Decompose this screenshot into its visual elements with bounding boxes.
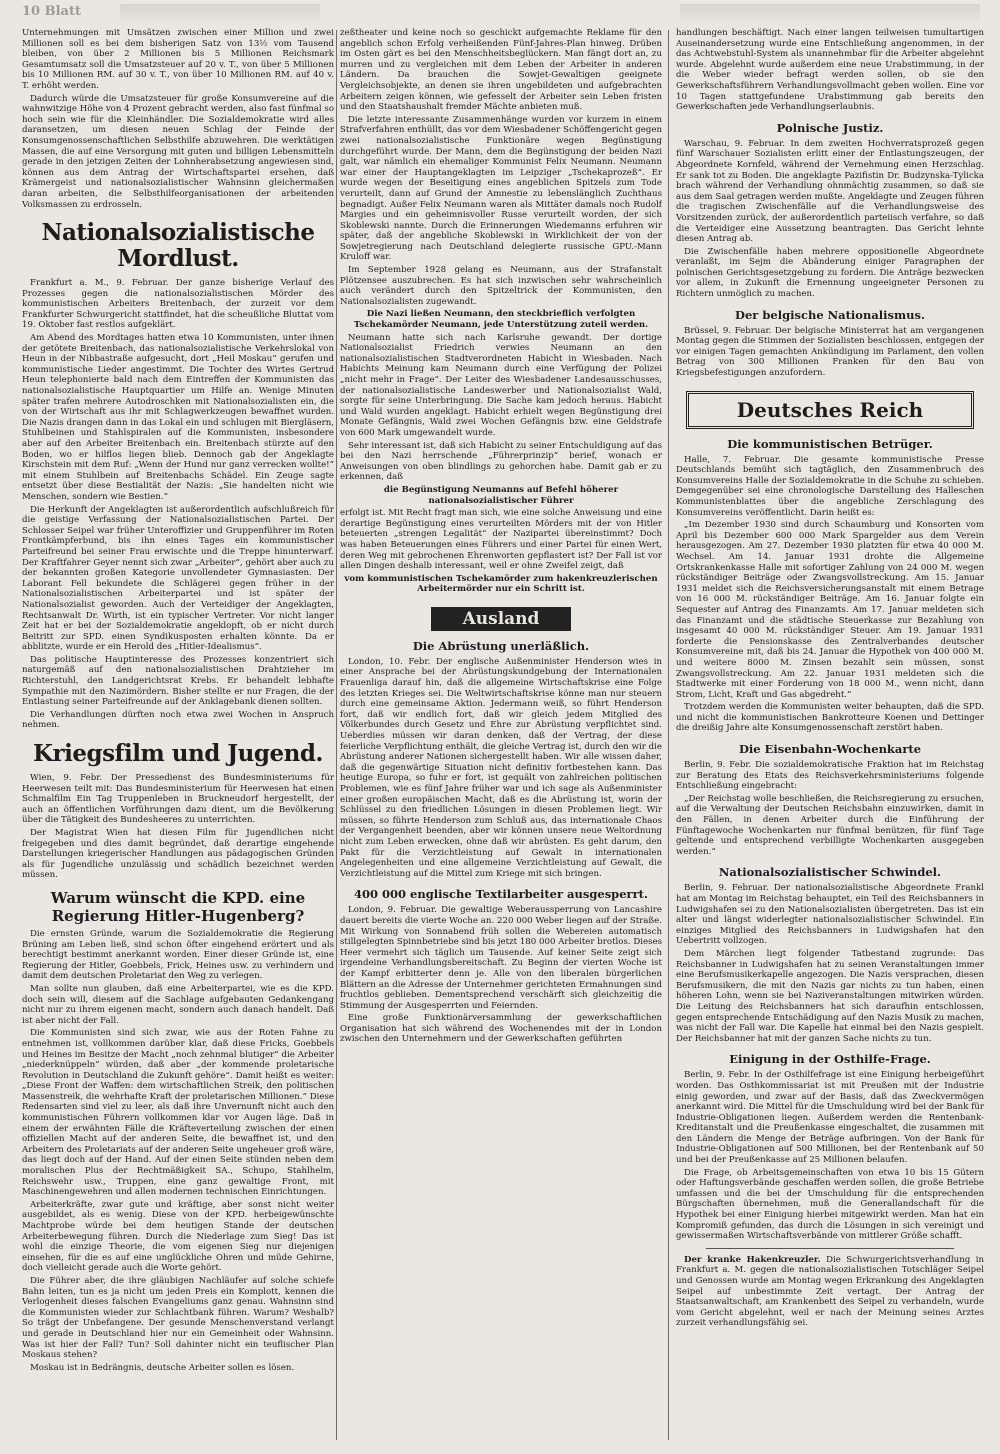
article-paragraph: Berlin, 9. Febr. Die sozialdemokratische Fraktion hat im Reichstag zur Beratung des Etats des Reichsverkehrsministeriums folgende Entschließung eingebracht:	[676, 760, 984, 792]
article-paragraph: Dadurch würde die Umsatzsteuer für große Konsumvereine auf die wahnwitzige Höhe von 4 Prozent gebracht werden, also fast fünfmal so hoch sein wie für die Kleinhändler. Die Sozialdemokratie wird alles daransetzen, um diesen neuen Schlag der Feinde der Konsumgenossenschaftlichen Selbsthilfe abzuwehren. Die werktätigen Massen, die auf eine Versorgung mit guten und billigen Lebensmitteln gerade in den jetzigen Zeiten der Lohnherabsetzung angewiesen sind, können aus dem Antrag der Wirtschaftspartei ersehen, daß Krämergeist und nationalsozialistischer Wahnsinn gleichermaßen daran arbeiten, die Selbsthilfeorganisationen der arbeitenden Volksmassen zu erdrosseln.	[22, 93, 334, 210]
headline-kpd: Warum wünscht die KPD. eine Regierung Hitler-Hugenberg?	[50, 888, 306, 925]
headline-schwindel: Nationalsozialistischer Schwindel.	[718, 865, 942, 880]
article-paragraph: Wien, 9. Febr. Der Pressedienst des Bundesministeriums für Heerwesen teilt mit: Das Bundesministerium für Heerwesen hat einen Schmalfilm Ein Tag Truppenleben in Bruckneudorf hergestellt, der auch an öffentlichen Vorführungen dazu dient, um die Bevölkerung über die Tätigkeit des Bundesheeres zu unterrichten.	[22, 773, 334, 826]
article-text: Die Schwurgerichtsverhandlung in Frankfurt a. M. gegen die nationalsozialistischen Totschläger Seipel und Genossen wurde am Montag wegen Erkrankung des Angeklagten Seipel auf unbestimmte Zeit vertagt. Der Antrag der Staatsanwaltschaft, am Krankenbett des Seipel zu verhandeln, wurde vom Gericht abgelehnt, weil er nach der Meinung seines Arztes zurzeit verhandlungsfähig sei.	[676, 1254, 984, 1329]
headline-textil: 400 000 englische Textilarbeiter ausgesperrt.	[354, 887, 648, 902]
article-paragraph: handlungen beschäftigt. Nach einer langen teilweisen tumultartigen Auseinandersetzung wurde eine Entschließung angenommen, in der das Achtwebstuhl-System als unannehmbar für die Arbeiter abgelehnt wurde. Abgelehnt wurde außerdem eine neue Urabstimmung, in der die Weber wieder befragt werden sollen, ob sie den Gewerkschaftsführern Verhandlungsvollmacht geben wollen. Eine vor 10 Tagen stattgefundene Urabstimmung gab bereits den Gewerkschaften jede Verhandlungserlaubnis.	[676, 28, 984, 113]
headline-mordlust: Nationalsozialistische Mordlust.	[41, 219, 315, 273]
headline-justiz: Polnische Justiz.	[776, 120, 884, 135]
article-paragraph: Am Abend des Mordtages hatten etwa 10 Kommunisten, unter ihnen der getötete Breitenbach, das nationalsozialistische Verkehrslokal von Heun in der Nibbastraße aufgesucht, dort „Heil Moskau“ gerufen und kommunistische Lieder angestimmt. Die Tochter des Wirtes Gertrud Heun telephonierte bald nach dem Eintreffen der Kommunisten das nationalsozialistische Hauptquartier um Hilfe an. Wenige Minuten später trafen mehrere Autodroschken mit Nationalsozialisten ein, die von der Wirtschaft aus ihr mit Schlagwerkzeugen bewaffnet wurden. Die Nazis drangen dann in das Lokal ein und schlugen mit Biergläsern, Stuhlbeinen und Stahlspiralen auf die Kommunisten, insbesondere aber auf den Arbeiter Breitenbach ein. Breitenbach stürzte auf den Boden, wo er hilflos liegen blieb. Dennoch gab der Angeklagte Kirschstein mit dem Ruf: „Wenn der Hund nur ganz verrecken wollte!“ mit einem Stuhlbein auf Breitenbachs Schädel. Ein Zeuge sagte entsetzt über diese Bestialität der Nazis: „Sie handelten nicht wie Menschen, sondern wie Bestien.“	[22, 333, 334, 502]
article-paragraph: London, 9. Februar. Die gewaltige Weberaussperrung von Lancashire dauert bereits die vierte Woche an. 220 000 Weber liegen auf der Straße. Mit Wirkung von Sonnabend früh sollen die Webereien automatisch stillgelegten Spinnbetriebe sind bis jetzt 180 000 Arbeiter brotlos. Dieses Heer vermehrt sich täglich um Tausende. Auf keiner Seite zeigt sich irgendeine Verhandlungsbereitschaft. Zu Beginn der vierten Woche ist der Kampf erbitterter denn je. Alle von den liberalen bürgerlichen Blättern an die Adresse der Unternehmer gerichteten Ermahnungen sind fruchtlos geblieben. Dementsprechend verschärft sich gleichzeitig die Stimmung der Ausgesperrten und Feiernden.	[340, 905, 662, 1011]
headline-osthilfe: Einigung in der Osthilfe-Frage.	[729, 1052, 931, 1067]
article-paragraph: Neumann hatte sich nach Karlsruhe gewandt. Der dortige Nationalsozialist Friedrich verwies Neumann an den nationalsozialistischen Stadtverordneten Habicht in Wiesbaden. Nach Habichts Meinung kam Neumann durch eine Verfügung der Polizei „nicht mehr in Frage“. Der Leiter des Wiesbadener Landesausschusses, der nationalsozialistische Landeswerber und Nationalsozialist Wald, sorgte für seine Unterbringung. Die Sache kam jedoch heraus. Habicht und Wald wurden angeklagt. Habicht erhielt wegen Begünstigung drei Monate Gefängnis, Wald zwei Wochen Gefängnis bzw. eine Geldstrafe von 600 Mark umgewandelt wurde.	[340, 332, 662, 438]
faded-header-strip	[120, 4, 320, 26]
article-paragraph: Berlin, 9. Februar. Der nationalsozialistische Abgeordnete Frankl hat am Montag im Reichstag behauptet, ein Teil des Reichsbanners in Ludwigshafen sei zu den Nationalsozialisten übergetreten. Das ist ein alter und längst widerlegter nationalsozialistischer Schwindel. Ein einziges Mitglied des Reichsbanners in Ludwigshafen hat den Uebertritt vollzogen.	[676, 883, 984, 947]
article-paragraph: Berlin, 9. Febr. In der Osthilfefrage ist eine Einigung herbeigeführt worden. Das Osthkommissariat ist mit Preußen mit der Industrie einig geworden, und zwar auf der Basis, daß das Zweckvermögen anerkannt wird. Die Mittel für die Umschuldung wird bei der Bank für Industrie-Obligationen liegen. Außerdem werden die Rentenbank-Kreditanstalt und die Preußenkasse eingeschaltet, die zusammen mit den Ländern die Menge der Beträge aufbringen. Von der Bank für Industrie-Obligationen auf 500 Millionen, bei der Rentenbank auf 50 und bei der Preußenkasse auf 25 Millionen belaufen.	[676, 1070, 984, 1166]
article-paragraph: Die Kommunisten sind sich zwar, wie aus der Roten Fahne zu entnehmen ist, vollkommen darüber klar, daß diese Fricks, Goebbels und Heines im Besitze der Macht „noch zehnmal blutiger“ die Arbeiter „niederknüppeln“ würden, daß aber „der kommende proletarische Revolution in Deutschland die Zukunft gehöre“. Damit heißt es weiter: „Diese Front der Waffen: dem wirtschaftlichen Streik, den politischen Massenstreik, die wehrhafte Kraft der proletarischen Millionen.“ Diese Redensarten sind viel zu leer, als daß ihre Unvernunft nicht auch den kommunistischen Führern vollkommen klar vor Augen läge. Daß in einem der erwähnten Fälle die Kräfteverteilung zwischen der einen offiziellen Macht auf der anderen Seite, die bewaffnet ist, und den Arbeitern des Proletariats auf der anderen Seite ungeheuer groß wäre, das liegt doch auf der Hand. Auf der einen Seite stünden neben dem moralischen Plus der Rechtmäßigkeit SA., Schupo, Stahlhelm, Reichswehr usw., Truppen, eine ganz gewaltige Front, mit Maschinengewehren und allen modernen technischen Einrichtungen.	[22, 1028, 334, 1198]
article-paragraph: „Der Reichstag wolle beschließen, die Reichsregierung zu ersuchen, auf die Verwaltung der Deutschen Reichsbahn einzuwirken, damit in den Fällen, in denen Arbeiter durch die Einführung der Fünftagewoche Wochenkarten nur fünfmal benützen, für fünf Tage geltende und entsprechend verbilligte Wochenkarten ausgegeben werden.“	[676, 793, 984, 857]
inline-headline-krank: Der kranke Hakenkreuzler.	[684, 1254, 821, 1265]
column-rule	[668, 30, 669, 1440]
headline-betrueger: Die kommunistischen Betrüger.	[727, 436, 933, 451]
article-paragraph: Die Frage, ob Arbeitsgemeinschaften von etwa 10 bis 15 Gütern oder Haftungsverbände geschaffen werden sollen, die große Betriebe umfassen und die bei der Umschuldung für die entsprechenden Bürgschaften übernehmen, muß die Generallandschaft für die Hypothek bei einer Einigung hierbei mitgewirkt werden. Man hat ein Kompromiß gefunden, das durch die Lösungen in sich vereinigt und gewissermaßen Wirtschaftsverbände von mittlerer Größe schafft.	[676, 1167, 984, 1242]
article-paragraph: zeßtheater und keine noch so geschickt aufgemachte Reklame für den angeblich schon Erfolg verheißenden Fünf-Jahres-Plan hinweg. Drüben im Osten gärt es bei den Menschheitsbeglückern. Man fängt dort an, zu murren und zu vergleichen mit dem Leben der Arbeiter in anderen Ländern. Da brauchen die Sowjet-Gewaltigen geeignete Vergleichsobjekte, an denen sie ihren ungebildeten und aufgebrachten Arbeitern zeigen können, wie gefesselt der Arbeiter sein Leben fristen und den Staatshaushalt fremder Mächte anbieten muß.	[340, 28, 662, 113]
article-paragraph: Trotzdem werden die Kommunisten weiter behaupten, daß die SPD. und nicht die kommunistischen Bankrotteure Koenen und Dettinger die dreißig Jahre alte Konsumgenossenschaft zerstört haben.	[676, 702, 984, 734]
article-paragraph: Unternehmungen mit Umsätzen zwischen einer Million und zwei Millionen soll es bei dem bisherigen Satz von 13½ vom Tausend bleiben, von über 2 Millionen bis 5 Millionen Reichsmark Gesamtumsatz soll die Umsatzsteuer auf 20 v. T., von über 5 Millionen bis 10 Millionen RM. auf 30 v. T., von über 10 Millionen RM. auf 40 v. T. erhöht werden.	[22, 28, 334, 91]
headline-eisenbahn: Die Eisenbahn-Wochenkarte	[738, 742, 922, 757]
article-paragraph: Man sollte nun glauben, daß eine Arbeiterpartei, wie es die KPD. doch sein will, diesem auf die Sachlage aufgebauten Gedankengang nicht nur zu ihrem eigenen macht, sondern auch danach handelt. Daß ist aber nicht der Fall.	[22, 983, 334, 1026]
article-paragraph: Dem Märchen liegt folgender Tatbestand zugrunde: Das Reichsbanner in Ludwigshafen hat zu seinen Veranstaltungen immer eine Berufsmusikerkapelle angezogen. Die Nazis versprachen, diesen Berufsmusikern, die mit den Nazis gar nichts zu tun haben, einen höheren Lohn, wenn sie bei Naziveranstaltungen mitwirken würden. Die Leitung des Reichsbanners hat sich daraufhin entschlossen, gegen entsprechende Entschädigung auf den Nazis Musik zu machen, was nicht der Fall war. Die Kapelle hat einmal bei den Nazis gespielt. Der Reichsbanner hat mit der ganzen Sache nichts zu tun.	[676, 948, 984, 1044]
article-paragraph: Die Führer aber, die ihre gläubigen Nachläufer auf solche schiefe Bahn leiten, tun es ja nicht um jeden Preis ein Komplott, kennen die Verlogenheit dieses falschen Evangeliums ganz genau. Wahnsinn sind die Kommunisten wieder zur Schlachtbank führen. Warum? Weshalb? So trägt der Unbefangene. Der gesunde Menschenverstand verlangt und gerade in Deutschland hier nur ein Gemeinheit oder Wahnsinn. Was ist hier der Fall? Tun? Soll dahinter nicht ein teuflischer Plan Moskaus stehen?	[22, 1275, 334, 1361]
headline-kriegsfilm: Kriegsfilm und Jugend.	[33, 740, 323, 768]
section-box-ausland: Ausland	[431, 607, 571, 631]
column-1	[22, 28, 334, 1443]
article-paragraph: Halle, 7. Februar. Die gesamte kommunistische Presse Deutschlands bemüht sich tagtäglich, den Zusammenbruch des Konsumvereins Halle der Sozialdemokratie in die Schuhe zu schieben. Demgegenüber sei eine chronologische Darstellung des Halleschen Kommunistenblattes über die angebliche Zerschlagung des Konsumvereins veröffentlicht. Darin heißt es:	[676, 454, 984, 518]
article-paragraph: Das politische Hauptinteresse des Prozesses konzentriert sich naturgemäß auf den nationalsozialistischen Drahtzieher im Richterstuhl, den Landgerichtsrat Krebs. Er behandelt lebhafte Sympathie mit den Nazimördern. Bisher stellte er nur Fragen, die der Entlastung seiner Parteifreunde auf der Anklagebank dienen sollten.	[22, 654, 334, 708]
page-number: 10 Blatt	[22, 4, 81, 19]
article-paragraph: Der Magistrat Wien hat diesen Film für Jugendlichen nicht freigegeben und dies damit begründet, daß derartige eingehende Darstellungen kriegerischer Handlungen aus pädagogischen Gründen als für Jugendliche unzulässig und schädlich bezeichnet werden müssen.	[22, 828, 334, 881]
divider	[706, 1248, 954, 1249]
article-paragraph: Warschau, 9. Februar. In dem zweiten Hochverratsprozeß gegen fünf Warschauer Sozialisten erlitt einer der Entlastungszeugen, der Abgeordnete Kornfeld, während der Vernehmung einen Herzschlag. Er sank tot zu Boden. Die angeklagte Pazifistin Dr. Budzynska-Tylicka brach während der Verhandlung ohnmächtig zusammen, so daß sie aus dem Saal getragen werden mußte. Angeklagte und Zeugen führen die tragischen Zwischenfälle auf die Verhandlungsweise des Vorsitzenden zurück, der außerordentlich parteiisch verfahre, so daß die Verteidiger eine Aussetzung beantragten. Das Gericht lehnte diesen Antrag ab.	[676, 138, 984, 245]
article-paragraph: Eine große Funktionärversammlung der gewerkschaftlichen Organisation hat sich während des Wochenendes mit der in London zwischen den Unternehmern und der Gewerkschaften geführten	[340, 1013, 662, 1045]
article-paragraph	[676, 1255, 984, 1329]
article-paragraph: Arbeiterkräfte, zwar gute und kräftige, aber sonst nicht weiter ausgebildet, als es wenig. Diese von der KPD. herbeigewünschte Machtprobe würde bei dem heutigen Stande der deutschen Arbeiterbewegung führen. Durch die Niederlage zum Sieg! Das ist wohl die einzige Theorie, die vom eigenen Sieg nur diejenigen einsehen, für die es auf eine unglückliche Ohren und müde Gehirne, doch vielleicht gerade auch die Worte gehört.	[22, 1199, 334, 1274]
article-emphasis: die Begünstigung Neumanns auf Befehl höherer nationalsozialistischer Führer	[383, 484, 619, 506]
headline-abruestung: Die Abrüstung unerläßlich.	[412, 638, 590, 653]
article-paragraph: Im September 1928 gelang es Neumann, aus der Strafanstalt Plötzensee auszubrechen. Es hat sich inzwischen sehr wahrscheinlich auch verändert durch den Spitzeltrick der Kommunisten, den Nationalsozialisten zugewandt.	[340, 265, 662, 307]
article-paragraph: Brüssel, 9. Februar. Der belgische Ministerrat hat am vergangenen Montag gegen die Stimmen der Sozialisten beschlossen, entgegen der vor einigen Tagen gemachten Ankündigung im Parlament, den vollen Betrag von 300 Millionen Franken für den Bau von Kriegsbefestigungen anzufordern.	[676, 325, 984, 379]
article-paragraph: Die ernsten Gründe, warum die Sozialdemokratie die Regierung Brüning am Leben ließ, sind schon öfter eingehend erörtert und als berechtigt bestimmt anerkannt worden. Einer dieser Gründe ist, eine Regierung der Hitler, Goebbels, Frick, Heines usw. zu verhindern und damit dem deutschen Proletariat den Weg zu verlegen.	[22, 928, 334, 982]
article-paragraph: Die Herkunft der Angeklagten ist außerordentlich aufschlußreich für die geistige Verfassung der Nationalsozialistischen Partei. Der Schlosser Seipel war früher Unteroffizier und Gruppenführer im Roten Frontkämpferbund, bis ihn eines Tages ein kommunistischer Parteifreund bei seiner Frau erwischte und die Treppe hinunterwarf. Der Kraftfahrer Geyer nennt sich zwar „Arbeiter“, gehört aber auch zu der bekannten großen Kategorie unvollendeter Gymnasiasten. Der Laborant Fell bekundete die Schlägerei gegen früher in der Nationalsozialistischen Arbeiterpartei und ist später der Nationalsozialist geworden. Auch der Verteidiger der Angeklagten, Rechtsanwalt Dr. Wirth, ist ein typischer Vertreter. Vor nicht langer Zeit hat er bei der Sozialdemokratie angeklopft, ob er nicht durch Beitritt zur SPD. einen Syndikusposten erhalten könnte. Da er abblitzte, wurde er ein Herold des „Hitler-Idealismus“.	[22, 504, 334, 653]
article-paragraph: Die Verhandlungen dürften noch etwa zwei Wochen in Anspruch nehmen.	[22, 709, 334, 731]
article-paragraph: erfolgt ist. Mit Recht fragt man sich, wie eine solche Anweisung und eine derartige Begünstigung eines verurteilten Mörders mit der von Hitler beteuerten „strengen Legalität“ der Nazipartei übereinstimmt? Doch was haben Beteuerungen eines Führers und einer Partei für einen Wert, deren Weg mit gebrochenen Ehrenworten gepflastert ist? Der Fall ist vor allen Dingen deshalb interessant, weil er ohne Zweifel zeigt, daß	[340, 508, 662, 572]
article-emphasis: Die Nazi ließen Neumann, den steckbrieflich verfolgten Tschekamörder Neumann, jede Unterstützung zuteil werden.	[353, 309, 649, 331]
article-paragraph: Frankfurt a. M., 9. Februar. Der ganze bisherige Verlauf des Prozesses gegen die nationalsozialistischen Mörder des kommunistischen Arbeiters Breitenbach, der zurzeit vor dem Frankfurter Schwurgericht stattfindet, hat die scheußliche Bluttat vom 19. Oktober fast restlos aufgeklärt.	[22, 278, 334, 331]
section-box-deutsches-reich: Deutsches Reich	[686, 391, 974, 429]
article-paragraph: London, 10. Febr. Der englische Außenminister Henderson wies in einer Ansprache bei der Abrüstungskundgebung der Internationalen Frauenliga darauf hin, daß die allgemeine Wirtschaftskrise eine Folge des letzten Krieges sei. Die Weltwirtschaftskrise könne man nur steuern durch eine gemeinsame Aktion. Jedermann weiß, so führt Henderson fort, daß wir endlich fort, daß wir gleich jedem Mitglied des Völkerbundes durch Gesetz und Ehre zur Abrüstung verpflichtet sind. Ueberdies müssen wir daran denken, daß der Vertrag, der diese feierliche Verpflichtung enthält, die gleiche Vertrag ist, durch den wir die Abrüstung anderer Nationen sichergestellt haben. Wir alle wissen daher, daß die gegenwärtige Situation nicht definitiv fortbestehen kann. Das heutige Europa, so fuhr er fort, ist gequält von zahlreichen politischen Problemen, wie es fünf Jahre früher war und ich sage als Außenminister einer großen europäischen Macht, daß es die Abrüstung ist, worin der Schlüssel zu den friedlichen Lösungen in diesen Problemen liegt. Wir müssen, so führte Henderson zum Schluß aus, das internationale Chaos der Vergangenheit beenden, aber wir können unsere neue Weltordnung nicht zum Leben erwecken, ohne daß wir abrüsten. Es geht darum, den Pakt für die Verzichtleistung auf Gewalt in internationalen Angelegenheiten und eine allgemeine Verzichtleistung auf Gewalt, die Verzichtleistung auf die Mittel zum Kriege mit sich bringen.	[340, 656, 662, 879]
article-paragraph: Moskau ist in Bedrängnis, deutsche Arbeiter sollen es lösen.	[30, 1362, 295, 1373]
article-paragraph: Sehr interessant ist, daß sich Habicht zu seiner Entschuldigung auf das bei den Nazi herrschende „Führerprinzip“ berief, wonach er Anweisungen von oben blindlings zu gehorchen habe. Damit gab er zu erkennen, daß	[340, 440, 662, 483]
article-paragraph: Die Zwischenfälle haben mehrere oppositionelle Abgeordnete veranlaßt, im Sejm die Abänderung einiger Paragraphen der polnischen Gerichtsgesetzgebung zu fordern. Die Anträge bezwecken vor allem, in Zukunft die Ernennung ungeeigneter Personen zu Richtern unmöglich zu machen.	[676, 246, 984, 300]
faded-header-strip-right	[680, 4, 980, 26]
column-3	[676, 28, 984, 1443]
article-paragraph: Die letzte interessante Zusammenhänge wurden vor kurzem in einem Strafverfahren enthüllt, das vor dem Wiesbadener Schöffengericht gegen zwei nationalsozialistische Funktionäre wegen Begünstigung durchgeführt wurde. Der Mann, dem die Begünstigung der beiden Nazi galt, war nämlich ein ehemaliger Kommunist Felix Neumann. Neumann war einer der Hauptangeklagten im Leipziger „Tschekaprozeß“. Er wurde wegen der Beseitigung eines angeblichen Spitzels zum Tode verurteilt, dann auf Grund der Amnestie zu lebenslänglich Zuchthaus begnadigt. Außer Felix Neumann waren als Mittäter damals noch Rudolf Margies und ein geheimnisvoller Russe verurteilt worden, der sich Skoblewski nannte. Durch die Erinnerungen Wiedemanns erfuhren wir später, daß der angebliche Skoblewski in Wirklichkeit der von der Sowjetregierung nach Deutschland delegierte russische GPU.-Mann Kruloff war.	[340, 114, 662, 263]
column-rule	[336, 30, 337, 1440]
article-paragraph: „Im Dezember 1930 sind durch Schaumburg und Konsorten vom April bis Dezember 600 000 Mark Spargelder aus dem Verein herausgezogen. Am 27. Dezember 1930 platzten für etwa 40 000 M. Wechsel. Am 14. Januar 1931 drohte die Allgemeine Ortskrankenkasse Halle mit sofortiger Zahlung von 24 000 M. wegen rückständiger Beiträge oder Zwangsvollstreckung. Am 15. Januar 1931 meldet sich die Reichsversicherungsanstalt mit einem Betrage von 16 000 M. rückständiger Beiträge. Am 16. Januar folgte ein Sequester auf Antrag des Finanzamts. Am 17. Januar meldeten sich das Finanzamt und die städtische Steuerkasse zur Bezahlung von insgesamt 40 000 M. rückständiger Steuer. Am 19. Januar 1931 forderte die Pensionskasse des Zentralverbandes deutscher Konsumvereine mit, daß bis 24. Januar die Hypothek von 400 000 M. und weitere 8000 M. Zinsen bezahlt sein müssen, sonst Zwangsvollstreckung. Am 22. Januar 1931 meldeten sich die Stadtwerke mit einer Forderung von 18 000 M., wenn nicht, dann Strom, Licht, Kraft und Gas abgedreht.“	[676, 520, 984, 700]
column-2	[340, 28, 662, 1443]
headline-belgien: Der belgische Nationalismus.	[735, 307, 925, 322]
article-emphasis: vom kommunistischen Tschekamörder zum hakenkreuzlerischen Arbeitermörder nur ein Schritt ist.	[344, 573, 658, 595]
